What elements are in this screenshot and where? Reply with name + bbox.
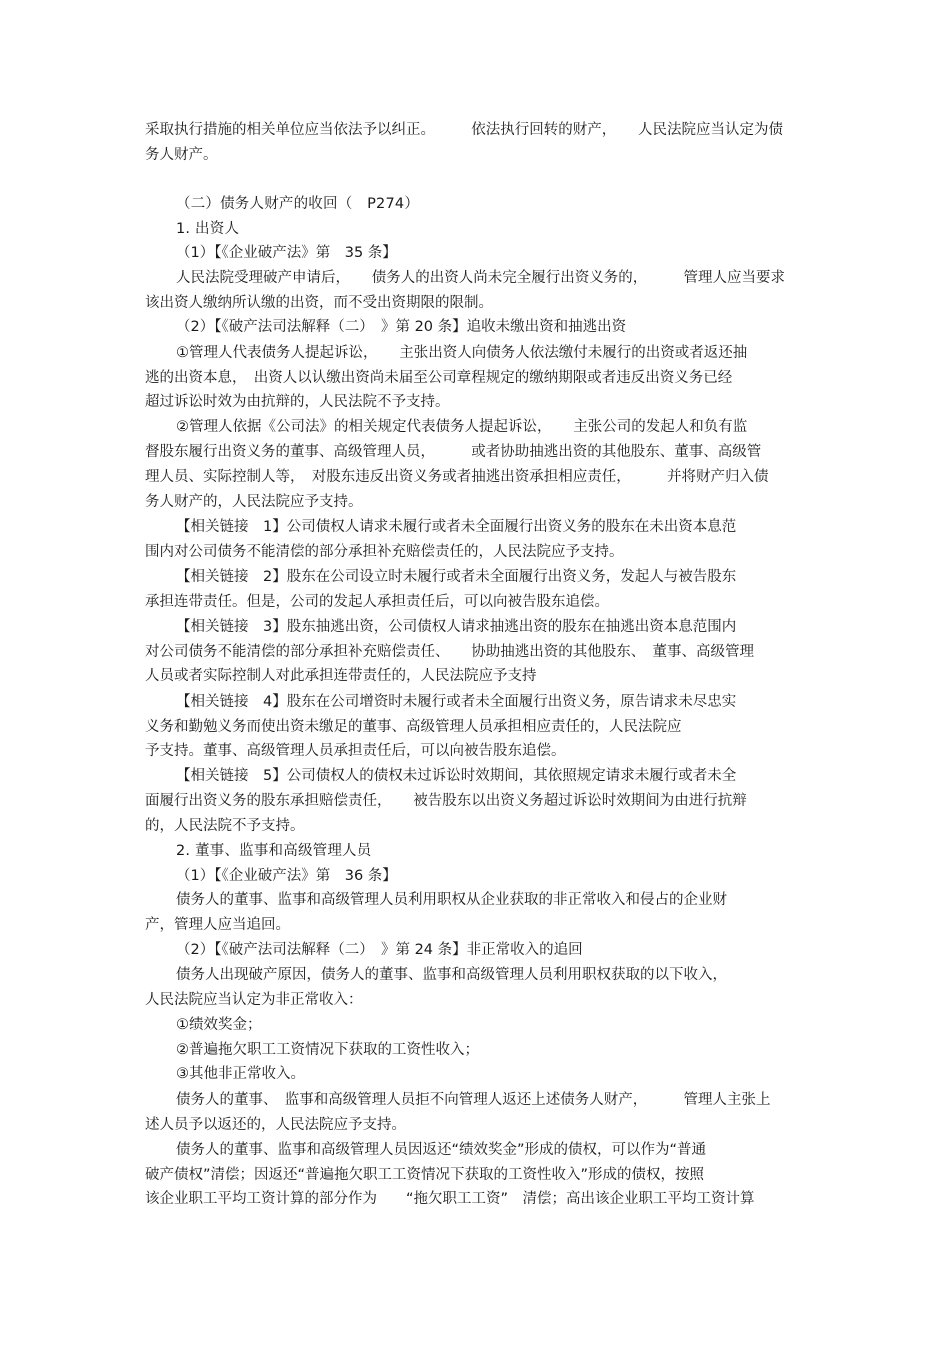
text-line: 采取执行措施的相关单位应当依法予以纠正。 依法执行回转的财产， 人民法院应当认定为债: [145, 122, 783, 138]
text-line: 承担连带责任。但是，公司的发起人承担责任后，可以向被告股东追偿。: [145, 594, 609, 610]
text-line: 督股东履行出资义务的董事、高级管理人员， 或者协助抽逃出资的其他股东、董事、高级管: [145, 444, 762, 460]
text-line: 务人财产的，人民法院应予支持。: [145, 494, 363, 510]
text-line: 【相关链接 4】股东在公司增资时未履行或者未全面履行出资义务，原告请求未尽忠实: [176, 694, 737, 710]
text-line: （2）【《破产法司法解释（二） 》第 20 条】追收未缴出资和抽逃出资: [176, 319, 627, 335]
list-item: ①绩效奖金；: [176, 1017, 262, 1033]
text-line: 对公司债务不能清偿的部分承担补充赔偿责任、 协助抽逃出资的其他股东、 董事、高级管理: [145, 644, 754, 660]
text-line: 义务和勤勉义务而使出资未缴足的董事、高级管理人员承担相应责任的，人民法院应: [145, 719, 682, 735]
text-line: 【相关链接 2】股东在公司设立时未履行或者未全面履行出资义务，发起人与被告股东: [176, 569, 737, 585]
text-line: 该企业职工平均工资计算的部分作为 “拖欠职工工资” 清偿；高出该企业职工平均工资计算: [145, 1191, 755, 1207]
text-line: 破产债权”清偿；因返还“普遍拖欠职工工资情况下获取的工资性收入”形成的债权，按照: [145, 1167, 705, 1183]
text-line: （1）【《企业破产法》第 35 条】: [176, 245, 397, 261]
text-line: 围内对公司债务不能清偿的部分承担补充赔偿责任的，人民法院应予支持。: [145, 544, 624, 560]
text-line: 债务人的董事、监事和高级管理人员利用职权从企业获取的非正常收入和侵占的企业财: [176, 892, 727, 908]
text-line: ①管理人代表债务人提起诉讼， 主张出资人向债务人依法缴付未履行的出资或者返还抽: [176, 345, 748, 361]
list-item: ③其他非正常收入。: [176, 1066, 305, 1082]
text-line: 人民法院受理破产申请后， 债务人的出资人尚未完全履行出资义务的， 管理人应当要求: [176, 270, 785, 286]
text-line: 理人员、实际控制人等， 对股东违反出资义务或者抽逃出资承担相应责任， 并将财产归入债: [145, 469, 769, 485]
text-line: ②管理人依据《公司法》的相关规定代表债务人提起诉讼， 主张公司的发起人和负有监: [176, 419, 748, 435]
text-line: 超过诉讼时效为由抗辩的，人民法院不予支持。: [145, 394, 450, 410]
text-line: 产，管理人应当追回。: [145, 917, 290, 933]
text-line: 的，人民法院不予支持。: [145, 818, 305, 834]
subsection-heading: 2. 董事、监事和高级管理人员: [176, 843, 372, 859]
text-line: 面履行出资义务的股东承担赔偿责任， 被告股东以出资义务超过诉讼时效期间为由进行抗辩: [145, 793, 747, 809]
text-line: 予支持。董事、高级管理人员承担责任后，可以向被告股东追偿。: [145, 743, 566, 759]
subsection-heading: 1. 出资人: [176, 221, 240, 237]
text-line: （1）【《企业破产法》第 36 条】: [176, 868, 397, 884]
text-line: 逃的出资本息， 出资人以认缴出资尚未届至公司章程规定的缴纳期限或者违反出资义务已经: [145, 370, 733, 386]
text-line: 务人财产。: [145, 147, 218, 163]
text-line: 【相关链接 5】公司债权人的债权未过诉讼时效期间，其依照规定请求未履行或者未全: [176, 768, 737, 784]
section-heading: （二）债务人财产的收回（ P274）: [176, 196, 420, 212]
text-line: 债务人的董事、监事和高级管理人员因返还“绩效奖金”形成的债权，可以作为“普通: [176, 1142, 707, 1158]
text-line: （2）【《破产法司法解释（二） 》第 24 条】非正常收入的追回: [176, 942, 583, 958]
list-item: ②普遍拖欠职工工资情况下获取的工资性收入；: [176, 1042, 479, 1058]
text-line: 述人员予以返还的，人民法院应予支持。: [145, 1117, 406, 1133]
text-line: 该出资人缴纳所认缴的出资，而不受出资期限的限制。: [145, 295, 493, 311]
text-line: 债务人的董事、 监事和高级管理人员拒不向管理人返还上述债务人财产， 管理人主张上: [176, 1092, 771, 1108]
text-line: 【相关链接 1】公司债权人请求未履行或者未全面履行出资义务的股东在未出资本息范: [176, 519, 737, 535]
text-line: 债务人出现破产原因，债务人的董事、监事和高级管理人员利用职权获取的以下收入，: [176, 967, 727, 983]
text-line: 人民法院应当认定为非正常收入：: [145, 992, 363, 1008]
text-line: 人员或者实际控制人对此承担连带责任的，人民法院应予支持: [145, 668, 537, 684]
text-line: 【相关链接 3】股东抽逃出资，公司债权人请求抽逃出资的股东在抽逃出资本息范围内: [176, 619, 737, 635]
